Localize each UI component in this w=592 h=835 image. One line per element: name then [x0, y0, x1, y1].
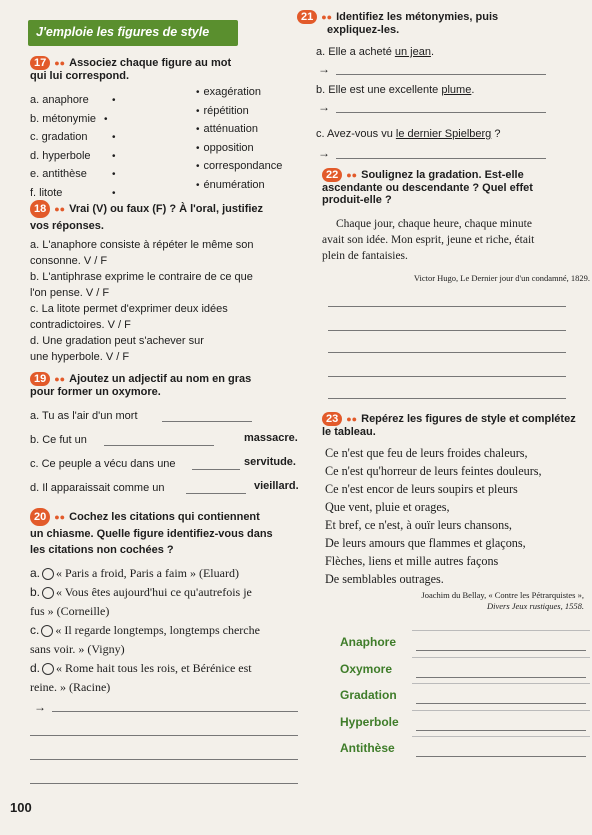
checkbox[interactable] — [42, 568, 54, 580]
exercise-22: 22 ●● Soulignez la gradation. Est-elle ascendante ou descendante ? Quel effet produit-elle ? — [322, 168, 586, 206]
exercise-number: 18 — [30, 200, 50, 218]
answer-line[interactable] — [416, 677, 586, 678]
answer-line — [30, 735, 298, 736]
source-citation: Victor Hugo, Le Dernier jour d'un condamné, 1829. — [413, 273, 590, 283]
answer-line — [30, 783, 298, 784]
match-right-item: • répétition — [196, 104, 249, 117]
exercise-title: Repérez les figures de style et complétez — [361, 413, 576, 425]
table-row — [332, 630, 590, 656]
item-19a: a. Tu as l'air d'un mort — [30, 410, 138, 422]
match-right-item: • énumération — [196, 178, 265, 191]
match-right-item: • exagération — [196, 86, 262, 98]
bold-noun: massacre. — [244, 432, 298, 444]
exercise-23: 23 ●● Repérez les figures de style et complétez le tableau. — [322, 412, 590, 438]
table-label: Gradation — [340, 688, 397, 702]
exercise-number: 23 — [322, 412, 342, 426]
poem-excerpt — [325, 444, 591, 588]
match-dot[interactable]: • — [112, 95, 116, 106]
exercise-title: Cochez les citations qui contiennent — [69, 511, 260, 523]
answer-line[interactable] — [416, 730, 586, 731]
answer-line[interactable] — [416, 703, 586, 704]
table-label: Hyperbole — [340, 714, 399, 729]
poem-line: Ce n'est que feu de leurs froides chaleurs, — [325, 446, 528, 460]
citations-list: a. « Paris a froid, Paris a faim » (Eluard) b. « Vous êtes aujourd'hui ce qu'autrefois je fus » (Corneille) c. « Il regarde longtemps, longtemps cherche sans voir. » (Vigny) d. « Rome hait tous les rois, et Bérénice est reine. » (Racine) — [30, 564, 320, 697]
exercise-title-3: les citations non cochées ? — [30, 544, 174, 556]
arrow-icon: → — [318, 100, 330, 114]
answer-line — [328, 398, 566, 399]
exercise-title-2: vos réponses. — [30, 220, 104, 232]
excerpt-22: Chaque jour, chaque heure, chaque minute avait son idée. Mon esprit, jeune et riche, était plein de fantaisies. Victor Hugo, Le Dernier jour d'un condamné, 1829. — [322, 216, 590, 286]
page-number: 100 — [10, 800, 32, 815]
match-left-item: d. hyperbole — [30, 149, 91, 162]
poem-line: Que vent, pluie et orages, — [325, 500, 450, 514]
item-21b: b. Elle est une excellente plume. — [316, 84, 475, 96]
table-row — [332, 736, 590, 762]
citation-c: c. « Il regarde longtemps, longtemps cherche — [30, 623, 260, 637]
bold-noun: vieillard. — [254, 480, 299, 492]
table-label: Antithèse — [340, 741, 395, 755]
table-divider — [412, 630, 590, 631]
answer-line — [336, 74, 546, 75]
exercise-title: Ajoutez un adjectif au nom en gras — [69, 373, 252, 385]
exercise-number: 19 — [30, 372, 50, 386]
checkbox[interactable] — [41, 625, 53, 637]
answer-line — [336, 158, 546, 159]
answer-blank — [192, 469, 240, 470]
exercise-title-2: pour former un oxymore. — [30, 386, 161, 398]
exercise-title-2: le tableau. — [322, 426, 376, 438]
arrow-icon: → — [318, 146, 330, 160]
poem-line: De semblables outrages. — [325, 572, 444, 586]
answer-blank — [104, 445, 214, 446]
checkbox[interactable] — [42, 587, 54, 599]
exercise-title: Identifiez les métonymies, puis — [336, 11, 499, 23]
poem-line: Ce n'est qu'horreur de leurs feintes douleurs, — [325, 464, 542, 478]
item-19b: b. Ce fut un — [30, 434, 87, 446]
citation-b: b. « Vous êtes aujourd'hui ce qu'autrefois je — [30, 585, 252, 599]
table-label: Anaphore — [340, 635, 397, 649]
answer-line — [328, 306, 566, 307]
table-divider — [412, 657, 590, 658]
item-19c: c. Ce peuple a vécu dans une — [30, 458, 176, 470]
exercise-number: 17 — [30, 56, 50, 70]
match-left-item: a. anaphore — [30, 94, 89, 106]
exercise-title: Associez chaque figure au mot — [69, 57, 232, 69]
exercise-title-2: ascendante ou descendante ? Quel effet — [322, 182, 533, 194]
match-left-item: f. litote — [30, 186, 63, 199]
item-21c: c. Avez-vous vu le dernier Spielberg ? — [316, 128, 501, 140]
exercise-title-2: qui lui correspond. — [30, 70, 130, 82]
exercise-title-3: produit-elle ? — [322, 194, 392, 206]
table-row — [332, 657, 590, 683]
answer-line[interactable] — [416, 650, 586, 651]
match-left-item: c. gradation — [30, 131, 88, 143]
answer-line[interactable] — [416, 756, 586, 757]
arrow-icon: → — [318, 62, 330, 76]
poem-line: Et bref, ce n'est, à ouïr leurs chansons, — [325, 518, 512, 532]
match-left-item: b. métonymie — [30, 112, 97, 125]
table-row — [332, 710, 590, 736]
poem-line: Ce n'est encor de leurs soupirs et pleurs — [325, 482, 518, 496]
match-right-item: • atténuation — [196, 123, 258, 135]
item-19d: d. Il apparaissait comme un — [30, 482, 165, 494]
match-dot[interactable]: • — [104, 113, 108, 125]
table-row — [332, 683, 590, 709]
checkbox[interactable] — [42, 663, 54, 675]
table-divider — [412, 736, 590, 737]
exercise-title: Vrai (V) ou faux (F) ? À l'oral, justifiez — [69, 203, 264, 215]
exercise-18: 18 ●● Vrai (V) ou faux (F) ? À l'oral, justifiez vos réponses. a. L'anaphore consiste à répéter le même son consonne. V / F b. L'antiphrase exprime le contraire de ce que l'on pense. V / F c. La litote permet d'exprimer deux idées contradictoires. V / F d. Une gradation peut s'achever sur une hyperbole. V / F — [30, 200, 312, 365]
answer-line — [328, 376, 566, 377]
section-banner — [28, 20, 238, 46]
match-right-item: • opposition — [196, 141, 254, 154]
bold-noun: servitude. — [244, 456, 296, 468]
match-dot[interactable]: • — [112, 132, 116, 143]
match-dot[interactable]: • — [112, 150, 116, 162]
answer-blank — [186, 493, 246, 494]
table-label: Oxymore — [340, 661, 393, 676]
exercise-19: 19 ●● Ajoutez un adjectif au nom en gras pour former un oxymore. — [30, 372, 312, 398]
answer-line — [328, 330, 566, 331]
answer-line — [336, 112, 546, 113]
item-21a: a. Elle a acheté un jean. — [316, 46, 435, 58]
exercise-title-2: expliquez-les. — [327, 24, 400, 36]
answer-line — [52, 711, 298, 712]
match-right-item: • correspondance — [196, 160, 283, 172]
poem-line: De leurs amours que flammes et glaçons, — [325, 536, 526, 550]
poem-line: Flèches, liens et mille autres façons — [325, 554, 499, 568]
citation-a: a. « Paris a froid, Paris a faim » (Eluard) — [30, 566, 239, 580]
answer-line — [30, 759, 298, 760]
exercise-20: 20 ●● Cochez les citations qui contiennent un chiasme. Quelle figure identifiez-vous dans les citations non cochées ? — [30, 508, 316, 558]
arrow-icon: → — [34, 700, 46, 714]
exercise-title: Soulignez la gradation. Est-elle — [361, 169, 524, 181]
match-dot[interactable]: • — [112, 187, 116, 199]
exercise-number: 20 — [30, 508, 50, 526]
exercise-17: 17 ●● Associez chaque figure au mot qui lui correspond. — [30, 56, 290, 82]
answer-blank — [162, 421, 252, 422]
exercise-number: 22 — [322, 168, 342, 182]
answer-line — [328, 352, 566, 353]
exercise-number: 21 — [297, 10, 317, 24]
exercise-21: 21 ●● Identifiez les métonymies, puis expliquez-les. — [297, 10, 587, 36]
source-citation: Joachim du Bellay, « Contre les Pétrarquistes », Divers Jeux rustiques, 1558. — [421, 590, 584, 611]
table-divider — [412, 710, 590, 711]
exercise-title-2: un chiasme. Quelle figure identifiez-vous dans — [30, 528, 273, 540]
table-divider — [412, 683, 590, 684]
match-left-item: e. antithèse — [30, 168, 87, 180]
match-dot[interactable]: • — [112, 169, 116, 180]
citation-d: d. « Rome hait tous les rois, et Bérénice est — [30, 661, 252, 675]
banner-title: J'emploie les figures de style — [36, 25, 210, 39]
